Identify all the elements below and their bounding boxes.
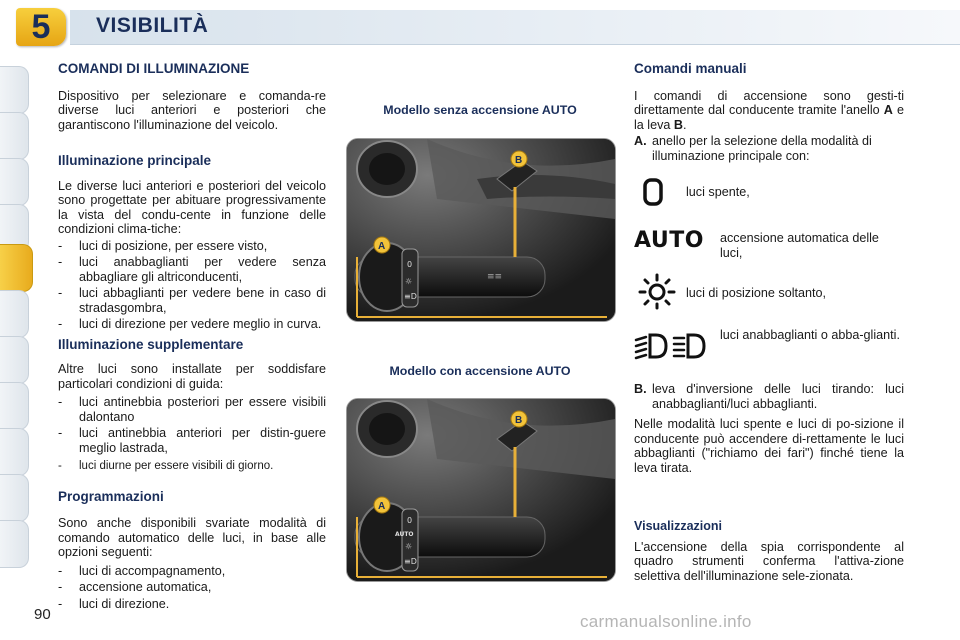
page-number: 90: [34, 606, 51, 623]
b-definition: [634, 382, 904, 411]
chapter-tab-3[interactable]: [0, 158, 29, 206]
list-item: - luci abbaglianti per vedere bene in caso di stradasgombra,: [58, 286, 326, 315]
lights-off-icon: [642, 178, 666, 206]
visual-text: L'accensione della spia corrispondente al quadro strumenti conferma l'attiva-zione selettiva dell'illuminazione sele-zionata.: [634, 539, 904, 583]
auto-text: accensione automatica delle luci,: [720, 231, 879, 260]
beams-icon: [634, 332, 710, 360]
list-item: - accensione automatica,: [58, 580, 326, 595]
chapter-tab-8[interactable]: [0, 382, 29, 430]
visual-title: Visualizzazioni: [634, 519, 722, 533]
principale-title: Illuminazione principale: [58, 153, 212, 168]
svg-text:≡≡: ≡≡: [487, 272, 503, 282]
manual-intro-text: I comandi di accensione sono gesti-ti direttamente dal conducente tramite l'anello: [634, 88, 904, 117]
stalk-illustration-auto: [347, 399, 615, 581]
beams-text: luci anabbaglianti o abba-glianti.: [720, 328, 900, 342]
b-label: B.: [634, 382, 647, 396]
caption-with-auto: Modello con accensione AUTO: [389, 364, 571, 378]
list-item: - luci di accompagnamento,: [58, 564, 326, 579]
chapter-badge: 5: [16, 8, 66, 46]
chapter-tab-5[interactable]: [0, 244, 33, 292]
list-item: - luci di direzione.: [58, 597, 326, 612]
ref-b: B: [673, 117, 684, 132]
flash-note: Nelle modalità luci spente e luci di po-sizione il conducente può accendere di-rettamente le luci abbaglianti ("richiamo dei fari") finché tiene la leva tirata.: [634, 417, 904, 475]
ref-a: A: [883, 103, 893, 117]
list-item: - luci di direzione per vedere meglio in curva.: [58, 317, 326, 332]
page-title: VISIBILITÀ: [96, 14, 209, 37]
supplementare-title: Illuminazione supplementare: [58, 336, 244, 352]
list-item: - luci antinebbia anteriori per distin-guere meglio lastrada,: [58, 426, 326, 455]
stalk-illustration: [347, 139, 615, 321]
principale-text: Le diverse luci anteriori e posteriori del veicolo sono progettate per abituare progressivamente la vista del condu-cente in funzione delle condizioni clima-tiche:: [58, 178, 326, 236]
a-label: A.: [634, 134, 647, 148]
caption-no-auto: Modello senza accensione AUTO: [383, 103, 577, 117]
manual-intro-mid: e la leva: [634, 103, 904, 132]
label-a: A: [378, 501, 386, 512]
manual-intro: [634, 89, 904, 133]
stalk-photo-no-auto: [346, 138, 616, 322]
manual-title: Comandi manuali: [634, 61, 747, 76]
supplementare-list: [58, 395, 326, 474]
chapter-tab-9[interactable]: [0, 428, 29, 476]
right-column: [634, 62, 904, 163]
visual-section: [634, 519, 904, 583]
chapter-tab-11[interactable]: [0, 520, 29, 568]
chapter-tab-1[interactable]: [0, 66, 29, 114]
a-text: anello per la selezione della modalità di illuminazione principale con:: [652, 134, 872, 163]
manual-intro-end: .: [683, 117, 687, 132]
svg-text:☼: ☼: [405, 277, 413, 286]
programmazioni-text: Sono anche disponibili svariate modalità di comando automatico delle luci, in base alle opzioni seguenti:: [58, 516, 326, 559]
programmazioni-title: Programmazioni: [58, 488, 164, 504]
label-b: B: [515, 155, 523, 166]
position-lights-icon: [638, 272, 676, 310]
chapter-tab-7[interactable]: [0, 336, 29, 384]
a-definition: [634, 134, 904, 163]
position-lights-text: luci di posizione soltanto,: [686, 286, 827, 300]
svg-text:≡D: ≡D: [404, 557, 417, 566]
chapter-tab-2[interactable]: [0, 112, 29, 160]
chapter-tab-6[interactable]: [0, 290, 29, 338]
svg-text:≡D: ≡D: [404, 292, 417, 301]
list-item: - luci antinebbia posteriori per essere visibili dalontano: [58, 395, 326, 424]
svg-text:☼: ☼: [405, 542, 413, 551]
b-text: leva d'inversione delle luci tirando: luci anabbaglianti/luci abbaglianti.: [652, 382, 904, 411]
label-b: B: [515, 415, 523, 426]
svg-text:0: 0: [407, 516, 413, 525]
right-lower: [634, 382, 904, 475]
left-column: [58, 62, 326, 613]
label-a: A: [378, 241, 386, 252]
lights-off-text: luci spente,: [686, 185, 750, 199]
intro-text: Dispositivo per selezionare e comanda-re diverse luci anteriori e posteriori che garantiscono l'illuminazione del veicolo.: [58, 88, 326, 132]
chapter-tab-10[interactable]: [0, 474, 29, 522]
auto-icon: AUTO: [634, 228, 704, 253]
principale-list: [58, 239, 326, 332]
supplementare-text: Altre luci sono installate per soddisfare particolari condizioni di guida:: [58, 362, 326, 391]
list-item: - luci diurne per essere visibili di giorno.: [58, 459, 326, 474]
programmazioni-list: [58, 564, 326, 612]
section-title: COMANDI DI ILLUMINAZIONE: [58, 61, 250, 76]
list-item: - luci anabbaglianti per vedere senza abbagliare gli altriconducenti,: [58, 255, 326, 284]
auto-mark: AUTO: [395, 531, 414, 538]
list-item: - luci di posizione, per essere visto,: [58, 239, 326, 254]
watermark: carmanualsonline.info: [580, 612, 752, 631]
svg-text:0: 0: [407, 260, 413, 269]
stalk-photo-with-auto: [346, 398, 616, 582]
